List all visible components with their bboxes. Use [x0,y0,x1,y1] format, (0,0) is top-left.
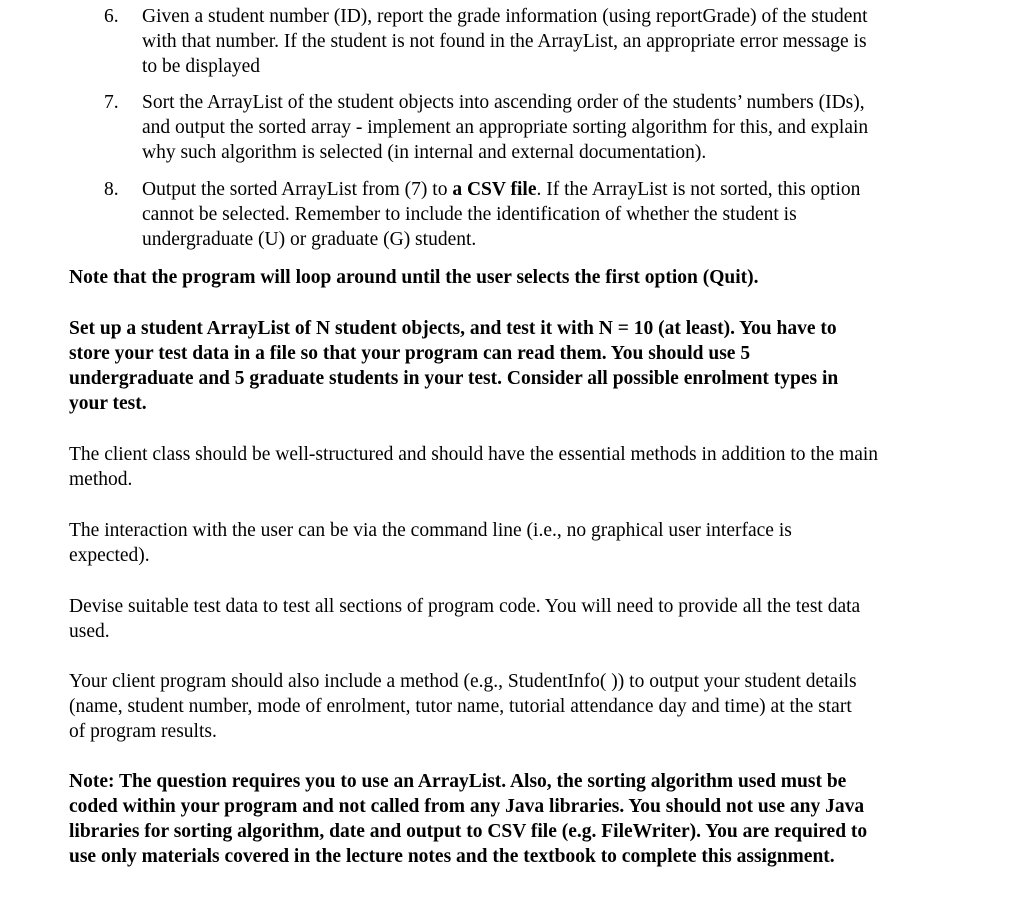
text-line: Your client program should also include a method (e.g., StudentInfo( )) to output your student details [69,671,857,692]
text-line: of program results. [69,721,217,742]
text-line: used. [69,621,110,642]
text-run: Output the sorted ArrayList from (7) to [142,179,453,200]
text-line: Set up a student ArrayList of N student objects, and test it with N = 10 (at least). You have to [69,318,837,339]
text-line: Sort the ArrayList of the student objects into ascending order of the students’ numbers (IDs), [142,92,865,113]
text-line: use only materials covered in the lecture notes and the textbook to complete this assignment. [69,846,835,867]
list-item-number: 8. [104,179,119,200]
text-run: . If the ArrayList is not sorted, this option [536,179,861,200]
text-line: to be displayed [142,56,261,77]
text-line: Note that the program will loop around until the user selects the first option (Quit). [69,267,759,288]
text-line: Devise suitable test data to test all sections of program code. You will need to provide all the test data [69,596,861,617]
text-line: and output the sorted array - implement an appropriate sorting algorithm for this, and explain [142,117,869,138]
text-line: your test. [69,393,147,414]
list-item-text [142,90,982,165]
text-line: The client class should be well-structured and should have the essential methods in addition to the main [69,444,879,465]
list-item-number: 7. [104,92,119,113]
setup-paragraph [69,316,989,416]
text-line: undergraduate and 5 graduate students in your test. Consider all possible enrolment types in [69,368,839,389]
text-line: (name, student number, mode of enrolment, tutor name, tutorial attendance day and time) at the start [69,696,852,717]
text-line: with that number. If the student is not found in the ArrayList, an appropriate error message is [142,31,867,52]
final-note-paragraph [69,769,989,869]
list-item-number: 6. [104,6,119,27]
text-line: libraries for sorting algorithm, date and output to CSV file (e.g. FileWriter). You are required to [69,821,868,842]
text-line [142,177,982,202]
client-class-paragraph [69,442,989,492]
text-line: cannot be selected. Remember to include the identification of whether the student is [142,204,797,225]
text-line: method. [69,469,133,490]
test-data-paragraph [69,594,989,644]
interaction-paragraph [69,518,989,568]
text-line: store your test data in a file so that your program can read them. You should use 5 [69,343,751,364]
student-info-paragraph [69,669,989,744]
text-line: why such algorithm is selected (in internal and external documentation). [142,142,707,163]
list-item-text [142,177,982,252]
list-item-text [142,4,982,79]
loop-note [69,265,989,290]
text-line: Given a student number (ID), report the grade information (using reportGrade) of the student [142,6,868,27]
text-line: The interaction with the user can be via the command line (i.e., no graphical user interface is [69,520,792,541]
csv-file-emphasis: a CSV file [452,179,537,200]
text-line: expected). [69,545,150,566]
text-line: coded within your program and not called from any Java libraries. You should not use any Java [69,796,865,817]
text-line: undergraduate (U) or graduate (G) student. [142,229,477,250]
text-line: Note: The question requires you to use an ArrayList. Also, the sorting algorithm used must be [69,771,847,792]
